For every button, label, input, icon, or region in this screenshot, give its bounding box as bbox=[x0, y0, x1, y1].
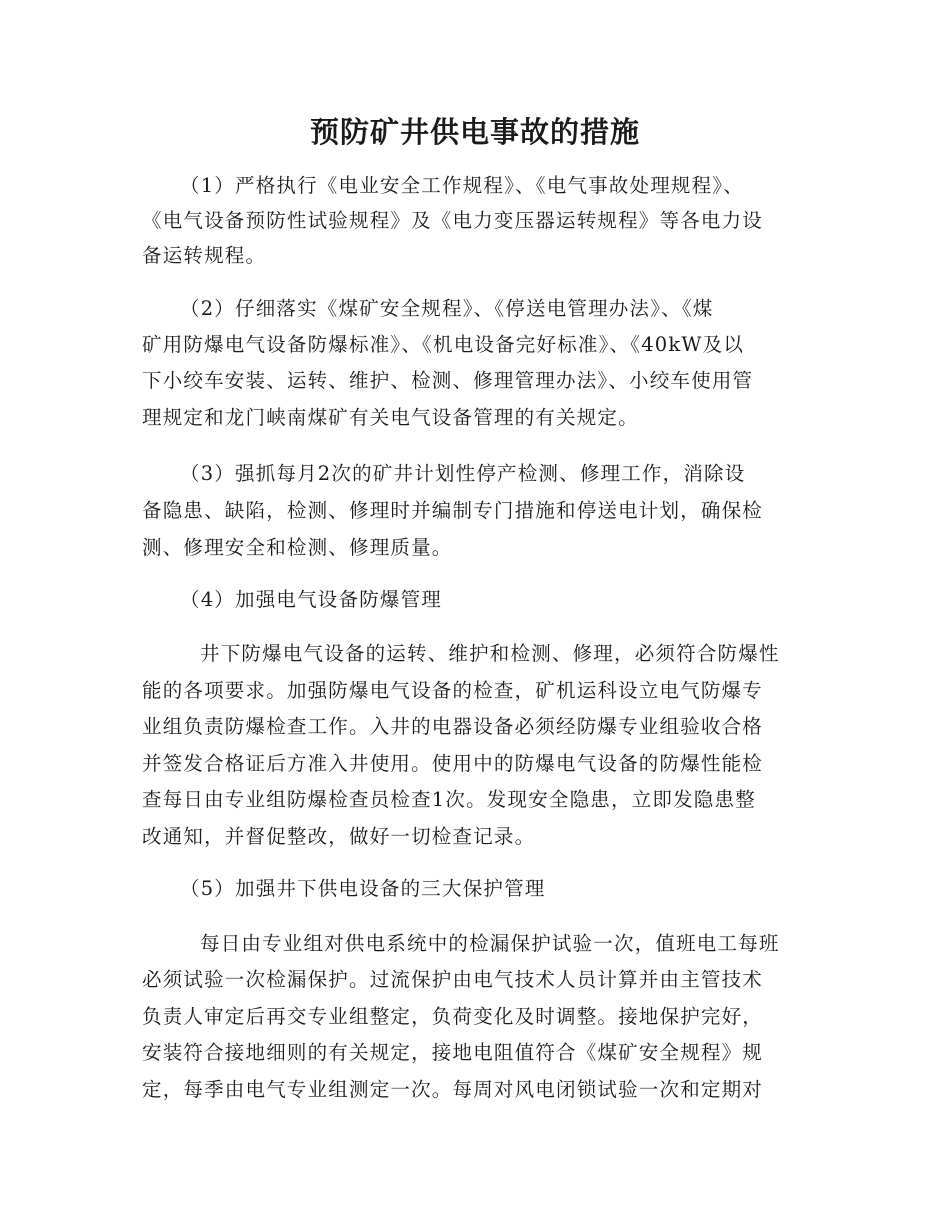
paragraph-line: 每日由专业组对供电系统中的检漏保护试验一次，值班电工每班 bbox=[200, 932, 780, 955]
paragraph-line: 安装符合接地细则的有关规定，接地电阻值符合《煤矿安全规程》规 bbox=[142, 1041, 764, 1064]
paragraph-line: （1）严格执行《电业安全工作规程》、《电气事故处理规程》、 bbox=[180, 174, 744, 197]
paragraph-line: 矿用防爆电气设备防爆标准》、《机电设备完好标准》、《40kW及以 bbox=[142, 333, 745, 356]
paragraph-line: 理规定和龙门峡南煤矿有关电气设备管理的有关规定。 bbox=[142, 406, 639, 429]
paragraph-line: 业组负责防爆检查工作。入井的电器设备必须经防爆专业组验收合格 bbox=[142, 715, 764, 738]
paragraph-line: （2）仔细落实《煤矿安全规程》、《停送电管理办法》、《煤 bbox=[180, 297, 714, 320]
section-heading: （5）加强井下供电设备的三大保护管理 bbox=[180, 877, 546, 900]
paragraph-line: 查每日由专业组防爆检查员检查1次。发现安全隐患，立即发隐患整 bbox=[142, 788, 756, 811]
section-heading: （4）加强电气设备防爆管理 bbox=[180, 588, 443, 611]
paragraph-line: 井下防爆电气设备的运转、维护和检测、修理，必须符合防爆性 bbox=[200, 642, 780, 665]
paragraph-line: 备隐患、缺陷，检测、修理时并编制专门措施和停送电计划，确保检 bbox=[142, 499, 764, 522]
paragraph-line: 测、修理安全和检测、修理质量。 bbox=[142, 536, 453, 559]
paragraph-line: 并签发合格证后方准入井使用。使用中的防爆电气设备的防爆性能检 bbox=[142, 752, 764, 775]
paragraph-line: 《电气设备预防性试验规程》及《电力变压器运转规程》等各电力设 bbox=[142, 209, 764, 232]
document-title: 预防矿井供电事故的措施 bbox=[309, 115, 640, 149]
paragraph-line: 能的各项要求。加强防爆电气设备的检查，矿机运科设立电气防爆专 bbox=[142, 679, 764, 702]
paragraph-line: 定，每季由电气专业组测定一次。每周对风电闭锁试验一次和定期对 bbox=[142, 1078, 764, 1101]
paragraph-line: 改通知，并督促整改，做好一切检查记录。 bbox=[142, 825, 536, 848]
paragraph-line: 负责人审定后再交专业组整定，负荷变化及时调整。接地保护完好， bbox=[142, 1005, 764, 1028]
paragraph-line: （3）强抓每月2次的矿井计划性停产检测、修理工作，消除设 bbox=[180, 462, 746, 485]
paragraph-line: 备运转规程。 bbox=[142, 244, 267, 267]
paragraph-line: 下小绞车安装、运转、维护、检测、修理管理办法》、小绞车使用管 bbox=[142, 369, 754, 392]
paragraph-line: 必须试验一次检漏保护。过流保护由电气技术人员计算并由主管技术 bbox=[142, 968, 764, 991]
